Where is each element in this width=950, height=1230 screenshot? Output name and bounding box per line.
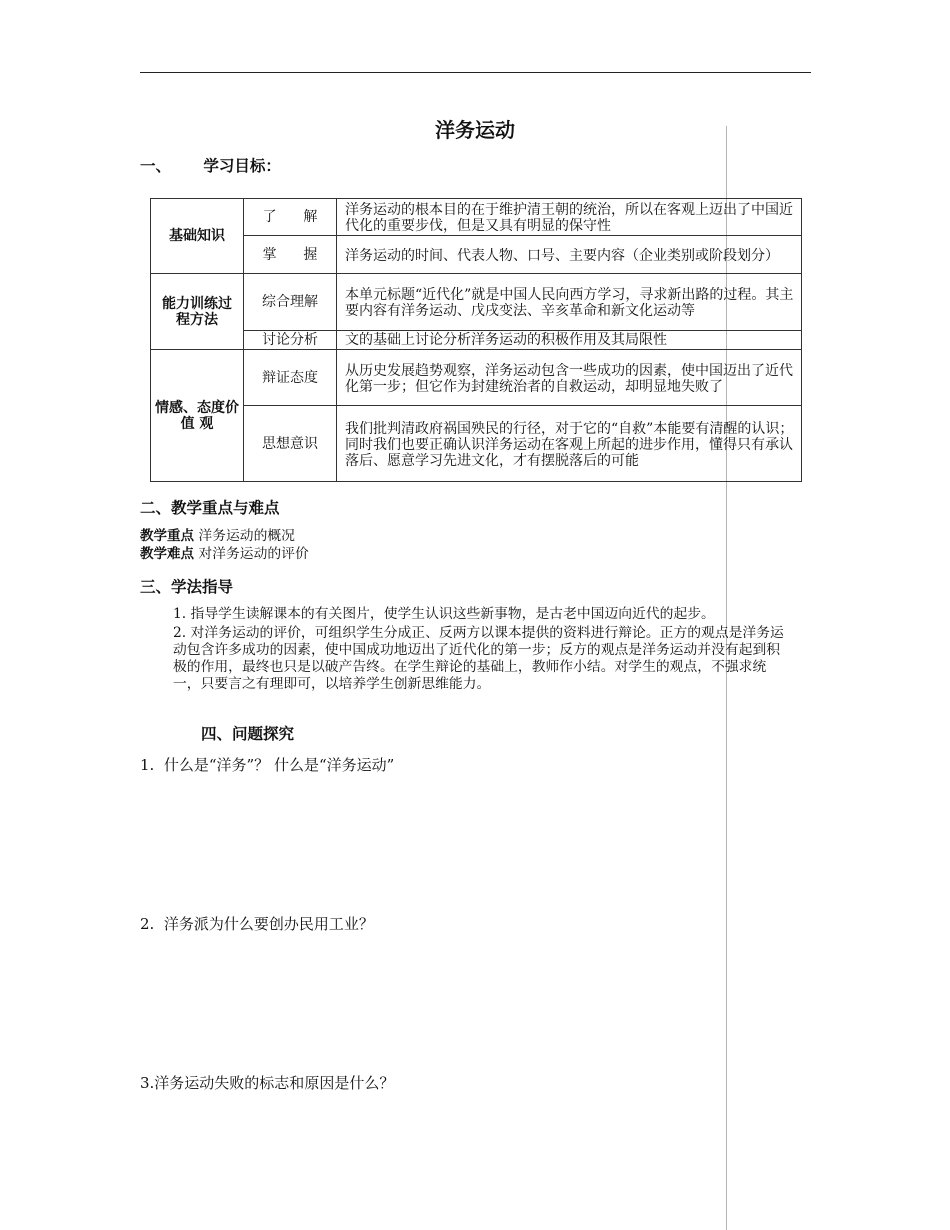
difficulty-line <box>140 546 309 563</box>
content-cell: 本单元标题“近代化”就是中国人民向西方学习，寻求新出路的过程。其主要内容有洋务运动、戊戌变法、辛亥革命和新文化运动等 <box>337 274 802 331</box>
category-cell <box>151 350 244 482</box>
content-cell: 文的基础上讨论分析洋务运动的积极作用及其局限性 <box>337 331 802 350</box>
table-row <box>151 199 802 236</box>
content-cell: 我们批判清政府祸国殃民的行径，对于它的“自救”本能要有清醒的认识；同时我们也要正确认识洋务运动在客观上所起的进步作用，懂得只有承认落后、愿意学习先进文化，才有摆脱落后的可能 <box>337 406 802 482</box>
focus-text: 洋务运动的概况 <box>198 528 295 544</box>
question-2: 2. 洋务派为什么要创办民用工业？ <box>140 915 374 933</box>
subcategory-cell: 综合理解 <box>244 274 337 331</box>
section-heading-questions: 四、问题探究 <box>201 725 295 743</box>
focus-label: 教学重点 <box>140 528 194 544</box>
subcategory-cell: 辩证态度 <box>244 350 337 406</box>
subcategory-cell: 掌 握 <box>244 236 337 274</box>
section-heading-focus: 二、教学重点与难点 <box>140 499 280 517</box>
page-title: 洋务运动 <box>435 118 515 142</box>
content-cell: 洋务运动的根本目的在于维护清王朝的统治，所以在客观上迈出了中国近代化的重要步伐，但是又具有明显的保守性 <box>337 199 802 236</box>
subcategory-cell: 讨论分析 <box>244 331 337 350</box>
content-cell: 从历史发展趋势观察，洋务运动包含一些成功的因素，使中国迈出了近代化第一步；但它作为封建统治者的自救运动，却明显地失败了 <box>337 350 802 406</box>
subcategory-cell: 了 解 <box>244 199 337 236</box>
table-row <box>151 274 802 331</box>
category-label: 情感、态度价 值 观 <box>155 399 239 432</box>
subcategory-cell: 思想意识 <box>244 406 337 482</box>
section-heading-objectives: 一、 学习目标： <box>140 157 281 175</box>
method-item-2: 2. 对洋务运动的评价，可组织学生分成正、反两方以课本提供的资料进行辩论。正方的观点是洋务运动包含许多成功的因素，使中国成功地迈出了近代化的第一步；反方的观点是洋务运动并没有起到积极的作用，最终也只是以破产告终。在学生辩论的基础上，教师作小结。对学生的观点，不强求统一，只要言之有理即可，以培养学生创新思维能力。 <box>173 625 784 692</box>
difficulty-text: 对洋务运动的评价 <box>198 546 309 562</box>
focus-line <box>140 528 295 545</box>
category-label: 能力训练过程方法 <box>162 295 232 328</box>
difficulty-label: 教学难点 <box>140 546 194 562</box>
category-cell <box>151 274 244 350</box>
table-row <box>151 406 802 482</box>
content-cell: 洋务运动的时间、代表人物、口号、主要内容（企业类别或阶段划分） <box>337 236 802 274</box>
category-cell: 基础知识 <box>151 199 244 274</box>
question-1: 1. 什么是“洋务”？ 什么是“洋务运动” <box>140 756 395 774</box>
method-item-1: 1. 指导学生读解课本的有关图片，使学生认识这些新事物，是古老中国迈向近代的起步。 <box>173 606 715 622</box>
question-3: 3.洋务运动失败的标志和原因是什么？ <box>140 1074 395 1092</box>
header-rule <box>140 72 811 73</box>
objectives-table <box>150 198 802 482</box>
table-row <box>151 331 802 350</box>
table-row <box>151 350 802 406</box>
section-heading-method: 三、学法指导 <box>140 578 234 596</box>
table-row <box>151 236 802 274</box>
